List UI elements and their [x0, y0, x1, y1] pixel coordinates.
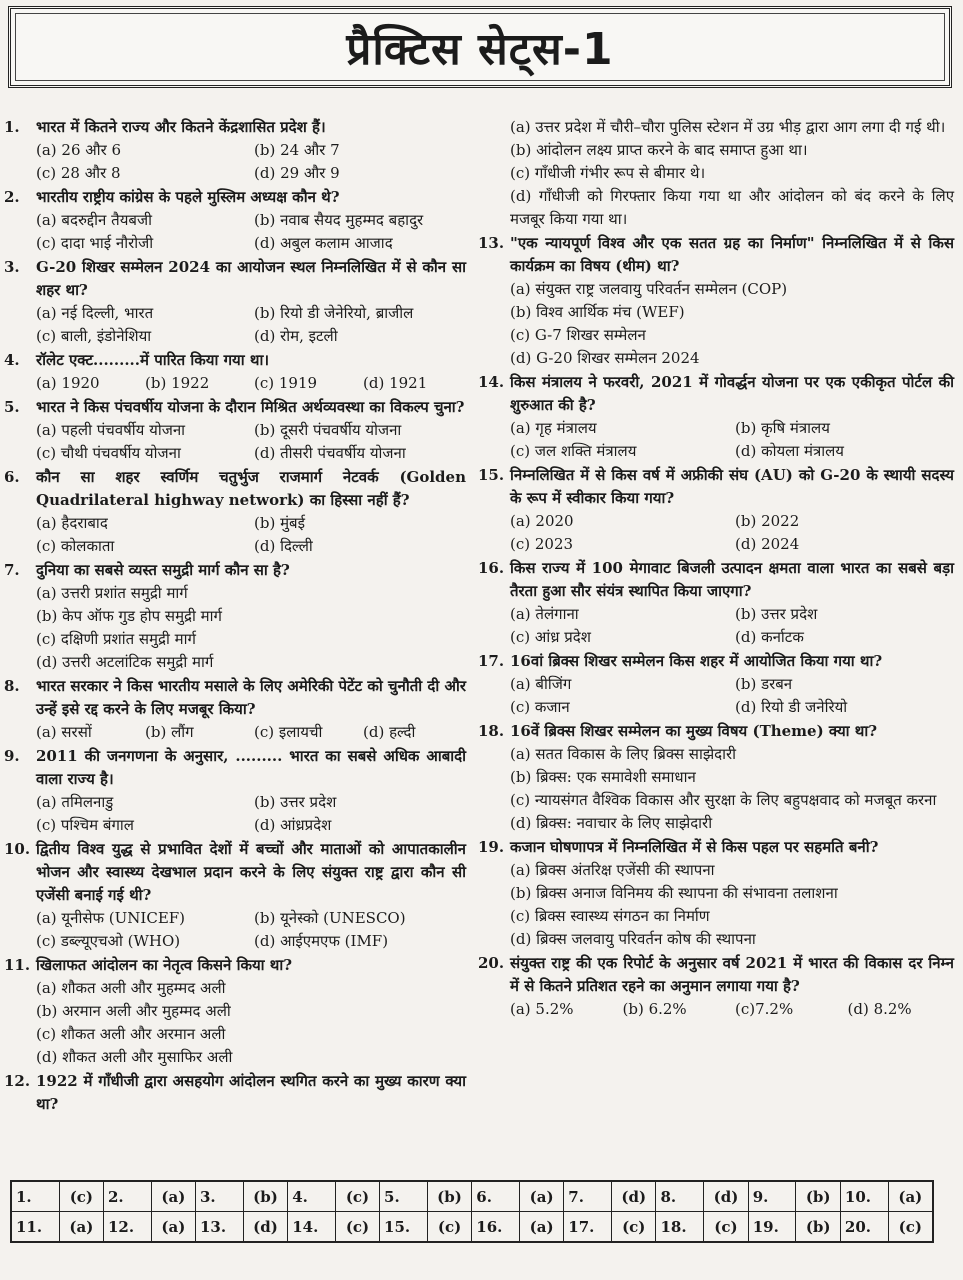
- question-number: 16.: [478, 559, 505, 577]
- question-item: [478, 720, 954, 835]
- option: (c) पश्चिम बंगाल: [36, 816, 134, 834]
- answer-option: (c): [335, 1212, 379, 1243]
- options-list: [510, 743, 954, 835]
- question-item: [4, 396, 466, 465]
- answer-option: (a): [151, 1212, 195, 1243]
- option: (b) मुंबई: [254, 514, 305, 532]
- left-column: [4, 116, 466, 1117]
- question-text: खिलाफत आंदोलन का नेतृत्व किसने किया था?: [36, 956, 293, 974]
- question-text: द्वितीय विश्व युद्ध से प्रभावित देशों में बच्चों और माताओं को आपातकालीन भोजन और स्वास्थ्य देखभाल प्रदान करने के लिए संयुक्त राष्ट्र द्वारा कौन सी एजेंसी बनाई गई थी?: [36, 840, 466, 904]
- answer-option: (d): [704, 1181, 748, 1212]
- question-text: भारत में कितने राज्य और कितने केंद्रशासित प्रदेश हैं।: [36, 118, 326, 136]
- option: (c) न्यायसंगत वैश्विक विकास और सुरक्षा के लिए बहुपक्षवाद को मजबूत करना: [510, 791, 937, 809]
- option: (a) 26 और 6: [36, 141, 122, 159]
- options-list: [36, 721, 466, 744]
- option: (a) यूनीसेफ (UNICEF): [36, 909, 186, 927]
- question-item: [478, 371, 954, 463]
- option: (d) अबुल कलाम आजाद: [254, 234, 393, 252]
- option: (b) दूसरी पंचवर्षीय योजना: [254, 421, 402, 439]
- answer-number: 14.: [288, 1212, 336, 1243]
- question-text: 2011 की जनगणना के अनुसार, ......... भारत का सबसे अधिक आबादी वाला राज्य है।: [36, 747, 466, 788]
- options-list: [510, 603, 954, 649]
- answer-option: (a): [59, 1212, 103, 1243]
- option: (d) रोम, इटली: [254, 327, 338, 345]
- option: (c) 1919: [254, 374, 318, 392]
- option: (b) रियो डी जेनेरियो, ब्राजील: [254, 304, 414, 322]
- answer-number: 8.: [656, 1181, 704, 1212]
- option: (c) दक्षिणी प्रशांत समुद्री मार्ग: [36, 630, 196, 648]
- question-text: किस राज्य में 100 मेगावाट बिजली उत्पादन क्षमता वाला भारत का सबसे बड़ा तैरता हुआ सौर संयंत्र स्थापित किया जाएगा?: [510, 559, 954, 600]
- question-number: 13.: [478, 234, 505, 252]
- question-text: भारतीय राष्ट्रीय कांग्रेस के पहले मुस्लिम अध्यक्ष कौन थे?: [36, 188, 340, 206]
- answer-number: 5.: [380, 1181, 428, 1212]
- option: (c) इलायची: [254, 723, 323, 741]
- question-item: [478, 836, 954, 951]
- option: (b) उत्तर प्रदेश: [254, 793, 337, 811]
- options-list: [36, 791, 466, 837]
- answer-number: 12.: [104, 1212, 152, 1243]
- question-item: [4, 675, 466, 744]
- question-number: 10.: [4, 840, 31, 858]
- answer-row: [11, 1181, 933, 1212]
- question-text: भारत सरकार ने किस भारतीय मसाले के लिए अमेरिकी पेटेंट को चुनौती दी और उन्हें इसे रद्द करने के लिए मजबूर किया?: [36, 677, 466, 718]
- question-text: रॉलेट एक्ट.........में पारित किया गया था।: [36, 351, 270, 369]
- options-list: [36, 209, 466, 255]
- question-text: "एक न्यायपूर्ण विश्व और एक सतत ग्रह का निर्माण" निम्नलिखित में से किस कार्यक्रम का विषय (थीम) था?: [510, 234, 954, 275]
- question-text: 16वां ब्रिक्स शिखर सम्मेलन किस शहर में आयोजित किया गया था?: [510, 652, 883, 670]
- title-box: [8, 6, 952, 88]
- option: (c) ब्रिक्स स्वास्थ्य संगठन का निर्माण: [510, 907, 710, 925]
- option: (b) 1922: [145, 374, 210, 392]
- answer-option: (d): [243, 1212, 287, 1243]
- answer-option: (a): [151, 1181, 195, 1212]
- option: (d) 8.2%: [847, 1000, 912, 1018]
- options-list: [36, 582, 466, 674]
- question-number: 11.: [4, 956, 31, 974]
- answer-option: (c): [335, 1181, 379, 1212]
- question-text: 1922 में गाँधीजी द्वारा असहयोग आंदोलन स्थगित करने का मुख्य कारण क्या था?: [36, 1072, 466, 1113]
- question-item: [4, 466, 466, 558]
- option: (a) शौकत अली और मुहम्मद अली: [36, 979, 226, 997]
- option: (d) ब्रिक्स: नवाचार के लिए साझेदारी: [510, 814, 713, 832]
- answer-option: (a): [520, 1212, 564, 1243]
- options-list: [510, 998, 954, 1021]
- answer-number: 20.: [840, 1212, 888, 1243]
- answer-option: (d): [612, 1181, 656, 1212]
- answer-number: 19.: [748, 1212, 796, 1243]
- option: (d) शौकत अली और मुसाफिर अली: [36, 1048, 233, 1066]
- answer-option: (c): [427, 1212, 471, 1243]
- question-item: [478, 952, 954, 1021]
- question-number: 15.: [478, 466, 505, 484]
- answer-number: 11.: [11, 1212, 59, 1243]
- answer-option: (b): [796, 1181, 840, 1212]
- options-list: [510, 510, 954, 556]
- question-item: [4, 745, 466, 837]
- question-number: 12.: [4, 1072, 31, 1090]
- option: (a) गृह मंत्रालय: [510, 419, 597, 437]
- question-number: 1.: [4, 118, 20, 136]
- option: (c) दादा भाई नौरोजी: [36, 234, 154, 252]
- answer-option: (a): [520, 1181, 564, 1212]
- option: (c) चौथी पंचवर्षीय योजना: [36, 444, 181, 462]
- answer-number: 2.: [104, 1181, 152, 1212]
- question-number: 20.: [478, 954, 505, 972]
- option: (b) 6.2%: [622, 1000, 687, 1018]
- question-item: [4, 256, 466, 348]
- question-item: [4, 954, 466, 1069]
- question-text: किस मंत्रालय ने फरवरी, 2021 में गोवर्द्धन योजना पर एक एकीकृत पोर्टल की शुरुआत की है?: [510, 373, 954, 414]
- option: (d) 1921: [363, 374, 428, 392]
- page-title: प्रैक्टिस सेट्स-1: [346, 24, 614, 75]
- answer-option: (c): [704, 1212, 748, 1243]
- question-item: [4, 349, 466, 395]
- answer-row: [11, 1212, 933, 1243]
- option: (d) दिल्ली: [254, 537, 313, 555]
- option: (c) G-7 शिखर सम्मेलन: [510, 326, 646, 344]
- question-number: 2.: [4, 188, 20, 206]
- option: (c) 28 और 8: [36, 164, 121, 182]
- option: (a) सतत विकास के लिए ब्रिक्स साझेदारी: [510, 745, 737, 763]
- option: (c) 2023: [510, 535, 574, 553]
- option: (a) उत्तर प्रदेश में चौरी–चौरा पुलिस स्टेशन में उग्र भीड़ द्वारा आग लगा दी गई थी।: [510, 118, 946, 136]
- question-number: 8.: [4, 677, 20, 695]
- option: (c) कोलकाता: [36, 537, 115, 555]
- options-list: [510, 859, 954, 951]
- answer-number: 10.: [840, 1181, 888, 1212]
- option: (c) डब्ल्यूएचओ (WHO): [36, 932, 181, 950]
- answer-key-table: [10, 1180, 934, 1243]
- options-list: [36, 907, 466, 953]
- option: (c)7.2%: [735, 1000, 794, 1018]
- option: (b) डरबन: [735, 675, 793, 693]
- option: (c) शौकत अली और अरमान अली: [36, 1025, 226, 1043]
- option: (a) 2020: [510, 512, 574, 530]
- option: (d) G-20 शिखर सम्मेलन 2024: [510, 349, 700, 367]
- option: (a) तेलंगाना: [510, 605, 579, 623]
- option: (d) गाँधीजी को गिरफ्तार किया गया था और आंदोलन को बंद करने के लिए मजबूर किया गया था।: [510, 187, 954, 228]
- answer-number: 13.: [196, 1212, 244, 1243]
- option: (b) उत्तर प्रदेश: [735, 605, 818, 623]
- option: (b) नवाब सैयद मुहम्मद बहादुर: [254, 211, 424, 229]
- options-list: [510, 116, 954, 231]
- question-item: [478, 557, 954, 649]
- option: (b) कृषि मंत्रालय: [735, 419, 830, 437]
- option: (a) 5.2%: [510, 1000, 574, 1018]
- option: (b) आंदोलन लक्ष्य प्राप्त करने के बाद समाप्त हुआ था।: [510, 141, 808, 159]
- question-number: 6.: [4, 468, 20, 486]
- question-number: 17.: [478, 652, 505, 670]
- question-number: 19.: [478, 838, 505, 856]
- option: (c) कजान: [510, 698, 570, 716]
- answer-number: 9.: [748, 1181, 796, 1212]
- option: (b) ब्रिक्स अनाज विनिमय की स्थापना की संभावना तलाशना: [510, 884, 838, 902]
- answer-option: (b): [796, 1212, 840, 1243]
- option: (a) संयुक्त राष्ट्र जलवायु परिवर्तन सम्मेलन (COP): [510, 280, 788, 298]
- option: (a) 1920: [36, 374, 100, 392]
- option: (c) गाँधीजी गंभीर रूप से बीमार थे।: [510, 164, 706, 182]
- answer-number: 4.: [288, 1181, 336, 1212]
- answer-option: (c): [59, 1181, 103, 1212]
- answer-option: (b): [427, 1181, 471, 1212]
- question-number: 14.: [478, 373, 505, 391]
- answer-number: 17.: [564, 1212, 612, 1243]
- option: (b) अरमान अली और मुहम्मद अली: [36, 1002, 231, 1020]
- answer-number: 15.: [380, 1212, 428, 1243]
- question-text: निम्नलिखित में से किस वर्ष में अफ्रीकी संघ (AU) को G-20 के स्थायी सदस्य के रूप में स्वीकार किया गया?: [510, 466, 954, 507]
- answer-option: (c): [612, 1212, 656, 1243]
- answer-number: 18.: [656, 1212, 704, 1243]
- option: (a) उत्तरी प्रशांत समुद्री मार्ग: [36, 584, 188, 602]
- question-number: 9.: [4, 747, 20, 765]
- options-list: [510, 417, 954, 463]
- question-text: भारत ने किस पंचवर्षीय योजना के दौरान मिश्रित अर्थव्यवस्था का विकल्प चुना?: [36, 398, 465, 416]
- question-number: 3.: [4, 258, 20, 276]
- option: (d) हल्दी: [363, 723, 416, 741]
- option: (b) ब्रिक्स: एक समावेशी समाधान: [510, 768, 696, 786]
- option: (d) कर्नाटक: [735, 628, 804, 646]
- right-column: [478, 116, 954, 1022]
- options-list: [36, 977, 466, 1069]
- option: (a) ब्रिक्स अंतरिक्ष एजेंसी की स्थापना: [510, 861, 715, 879]
- answer-option: (b): [243, 1181, 287, 1212]
- option: (a) पहली पंचवर्षीय योजना: [36, 421, 186, 439]
- option: (a) हैदराबाद: [36, 514, 108, 532]
- option: (c) आंध्र प्रदेश: [510, 628, 591, 646]
- answer-number: 6.: [472, 1181, 520, 1212]
- question-item: [4, 838, 466, 953]
- options-list: [36, 419, 466, 465]
- option: (d) तीसरी पंचवर्षीय योजना: [254, 444, 406, 462]
- options-list: [510, 278, 954, 370]
- option: (b) विश्व आर्थिक मंच (WEF): [510, 303, 685, 321]
- option: (b) केप ऑफ गुड होप समुद्री मार्ग: [36, 607, 222, 625]
- question-item: [478, 464, 954, 556]
- option: (a) तमिलनाडु: [36, 793, 114, 811]
- question-item: [4, 559, 466, 674]
- question-item: [4, 1070, 466, 1116]
- option: (a) बीजिंग: [510, 675, 572, 693]
- options-list: [36, 302, 466, 348]
- answer-option: (a): [888, 1181, 933, 1212]
- option: (d) रियो डी जनेरियो: [735, 698, 848, 716]
- option: (b) यूनेस्को (UNESCO): [254, 909, 406, 927]
- option: (a) बदरुद्दीन तैयबजी: [36, 211, 152, 229]
- answer-option: (c): [888, 1212, 933, 1243]
- option: (a) सरसों: [36, 723, 92, 741]
- option: (b) लौंग: [145, 723, 194, 741]
- option: (b) 2022: [735, 512, 800, 530]
- question-number: 4.: [4, 351, 20, 369]
- option: (d) 29 और 9: [254, 164, 340, 182]
- question-number: 18.: [478, 722, 505, 740]
- question-text: कौन सा शहर स्वर्णिम चतुर्भुज राजमार्ग नेटवर्क (Golden Quadrilateral highway network) का हिस्सा नहीं हैं?: [36, 468, 466, 509]
- option: (d) उत्तरी अटलांटिक समुद्री मार्ग: [36, 653, 214, 671]
- option: (c) जल शक्ति मंत्रालय: [510, 442, 637, 460]
- question-text: 16वें ब्रिक्स शिखर सम्मेलन का मुख्य विषय (Theme) क्या था?: [510, 722, 878, 740]
- options-list: [36, 139, 466, 185]
- question-item: [4, 186, 466, 255]
- answer-number: 3.: [196, 1181, 244, 1212]
- question-number: 7.: [4, 561, 20, 579]
- question-item: [4, 116, 466, 185]
- question-item: [478, 232, 954, 370]
- question-item: [478, 650, 954, 719]
- question-number: 5.: [4, 398, 20, 416]
- option: (d) ब्रिक्स जलवायु परिवर्तन कोष की स्थापना: [510, 930, 756, 948]
- answer-number: 7.: [564, 1181, 612, 1212]
- option: (d) आईएमएफ (IMF): [254, 932, 389, 950]
- answer-number: 1.: [11, 1181, 59, 1212]
- answer-number: 16.: [472, 1212, 520, 1243]
- question-text: G-20 शिखर सम्मेलन 2024 का आयोजन स्थल निम्नलिखित में से कौन सा शहर था?: [36, 258, 466, 299]
- question-text: कजान घोषणापत्र में निम्नलिखित में से किस पहल पर सहमति बनी?: [510, 838, 879, 856]
- option: (a) नई दिल्ली, भारत: [36, 304, 154, 322]
- option: (d) कोयला मंत्रालय: [735, 442, 845, 460]
- option: (c) बाली, इंडोनेशिया: [36, 327, 152, 345]
- question-text: संयुक्त राष्ट्र की एक रिपोर्ट के अनुसार वर्ष 2021 में भारत की विकास दर निम्न में से कितने प्रतिशत रहने का अनुमान लगाया गया है?: [510, 954, 954, 995]
- question-text: दुनिया का सबसे व्यस्त समुद्री मार्ग कौन सा है?: [36, 561, 290, 579]
- option: (b) 24 और 7: [254, 141, 340, 159]
- question-12-options: [478, 116, 954, 231]
- options-list: [36, 512, 466, 558]
- option: (d) 2024: [735, 535, 800, 553]
- options-list: [36, 372, 466, 395]
- option: (d) आंध्रप्रदेश: [254, 816, 332, 834]
- options-list: [510, 673, 954, 719]
